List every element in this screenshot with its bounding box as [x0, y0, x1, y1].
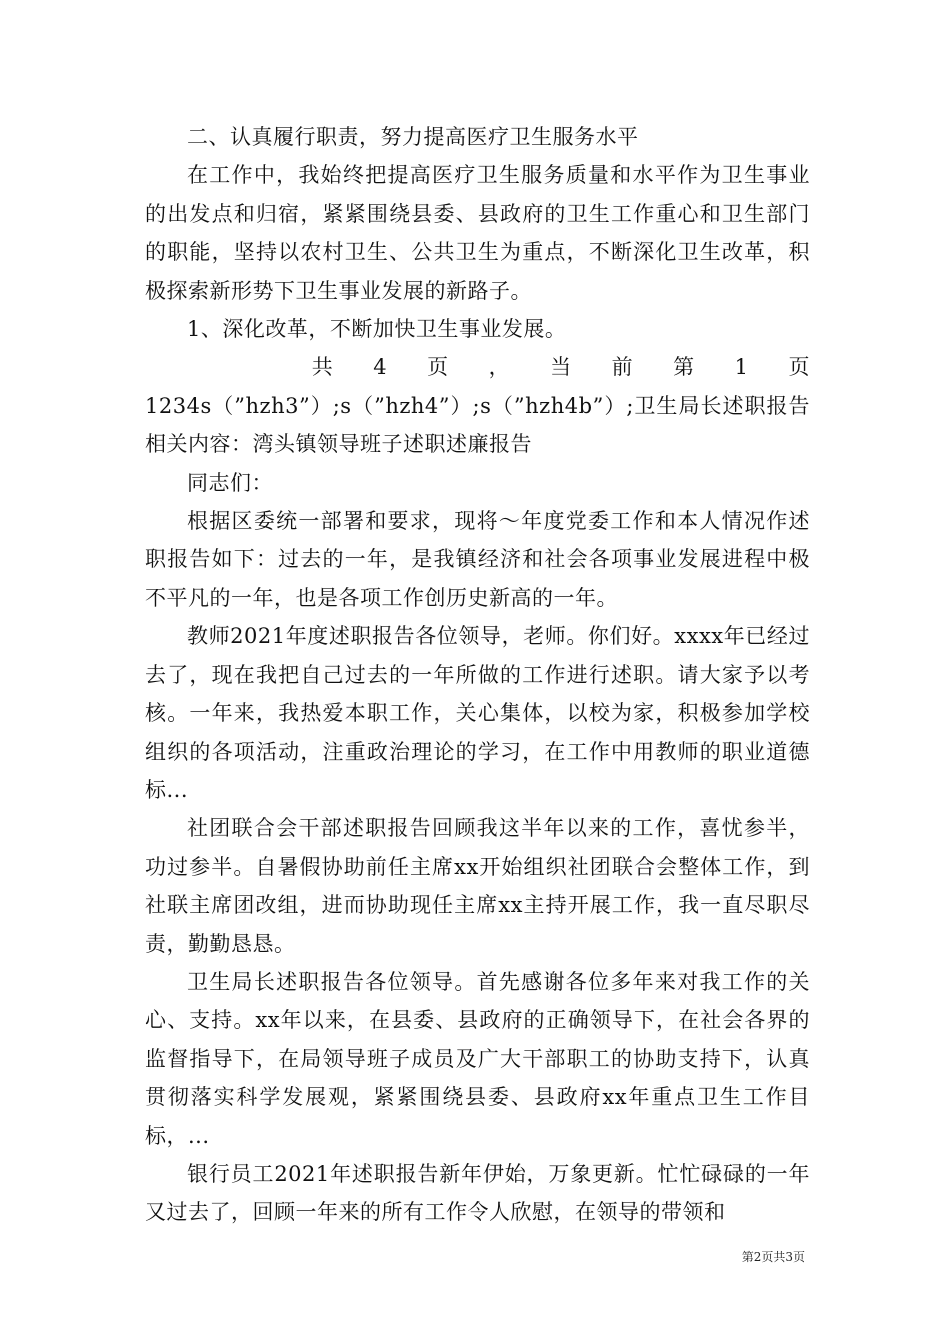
paragraph-work: 在工作中，我始终把提高医疗卫生服务质量和水平作为卫生事业的出发点和归宿，紧紧围绕县委、县政府的卫生工作重心和卫生部门的职能，坚持以农村卫生、公共卫生为重点，不断深化卫生改革，积极探索新形势下卫生事业发展的新路子。	[145, 163, 810, 303]
page-count-di: 第	[673, 355, 695, 380]
page-count-ye-2: 页	[788, 355, 810, 380]
paragraph-district: 根据区委统一部署和要求，现将～年度党委工作和本人情况作述职报告如下：过去的一年，是我镇经济和社会各项事业发展进程中极不平凡的一年，也是各项工作创历史新高的一年。	[145, 509, 810, 610]
paragraph-bank: 银行员工2021年述职报告新年伊始，万象更新。忙忙碌碌的一年又过去了，回顾一年来的所有工作令人欣慰，在领导的带领和	[145, 1161, 810, 1225]
page-count-line	[145, 348, 810, 386]
page-count-qian: 前	[611, 355, 634, 380]
paragraph-teacher: 教师2021年度述职报告各位领导，老师。你们好。xxxx年已经过去了，现在我把自己过去的一年所做的工作进行述职。请大家予以考核。一年来，我热爱本职工作，关心集体，以校为家，积极参加学校组织的各项活动，注重政治理论的学习，在工作中用教师的职业道德标...	[145, 624, 810, 802]
section-heading: 二、认真履行职责，努力提高医疗卫生服务水平	[187, 125, 639, 149]
page-count-comma: ，	[488, 355, 511, 380]
greeting: 同志们：	[187, 470, 273, 495]
related-content-line: 1234s（”hzh3”）;s（”hzh4”）;s（”hzh4b”）;卫生局长述职报告相关内容：湾头镇领导班子述职述廉报告	[145, 393, 810, 457]
page-count-ye: 页	[427, 355, 449, 380]
page-footer: 第2页共3页	[741, 1250, 805, 1264]
page-count-gong: 共	[311, 355, 334, 380]
page-count-current: 1	[734, 355, 749, 380]
page-count-dang: 当	[550, 355, 572, 380]
paragraph-club: 社团联合会干部述职报告回顾我这半年以来的工作，喜忧参半，功过参半。自暑假协助前任主席xx开始组织社团联合会整体工作，到社联主席团改组，进而协助现任主席xx主持开展工作，我一直尽职尽责，勤勤恳恳。	[145, 816, 810, 956]
subheading-reform: 1、深化改革，不断加快卫生事业发展。	[187, 317, 567, 342]
paragraph-health-chief: 卫生局长述职报告各位领导。首先感谢各位多年来对我工作的关心、支持。xx年以来，在县委、县政府的正确领导下，在社会各界的监督指导下，在局领导班子成员及广大干部职工的协助支持下，认真贯彻落实科学发展观，紧紧围绕县委、县政府xx年重点卫生工作目标，...	[145, 969, 810, 1148]
document-body	[145, 118, 810, 1232]
page-count-total: 4	[373, 355, 388, 380]
